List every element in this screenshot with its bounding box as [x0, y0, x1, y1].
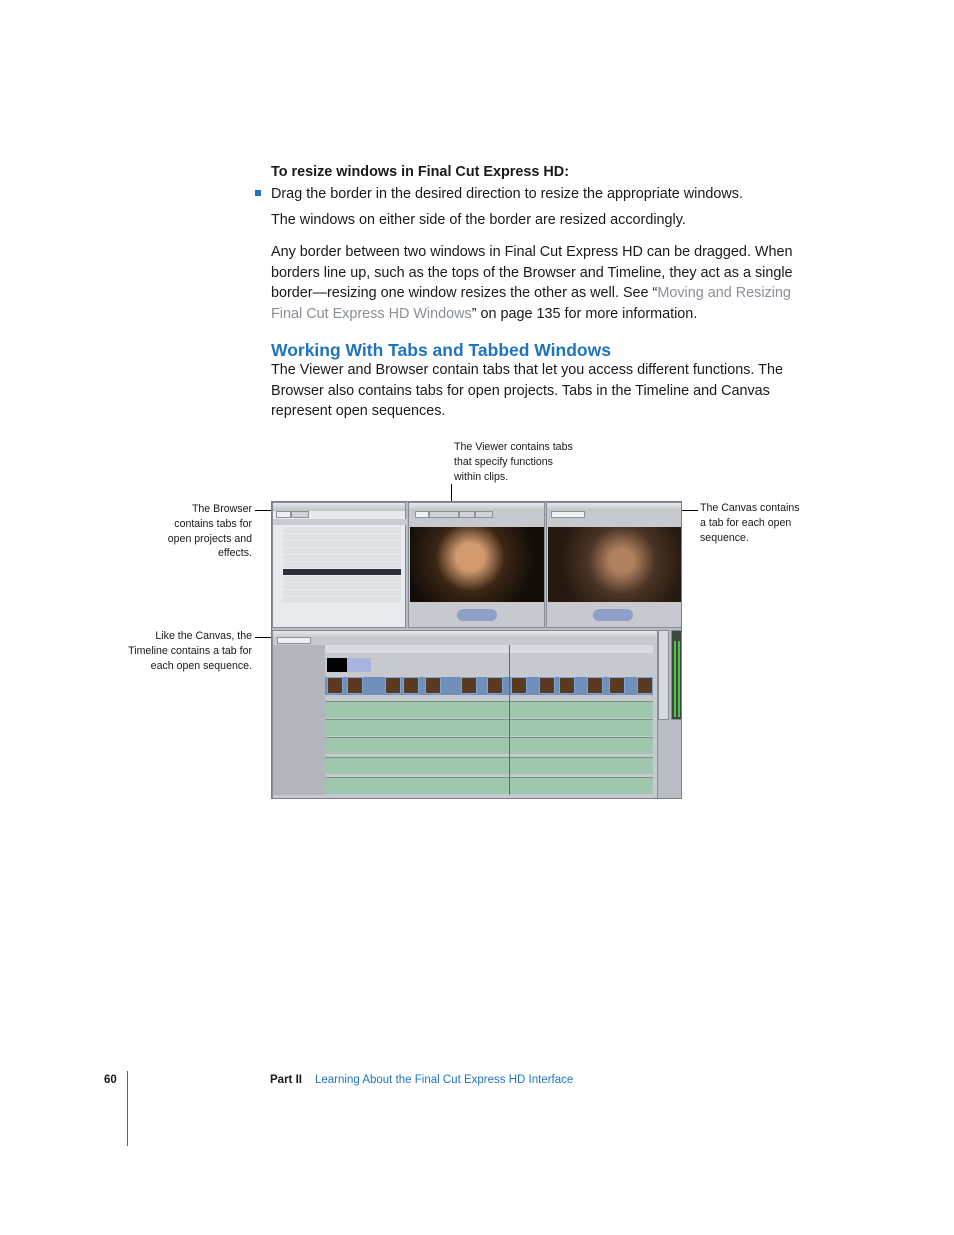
canvas-sequence-tab[interactable] [551, 511, 585, 518]
list-item[interactable] [283, 562, 401, 568]
footer-part: Part II [270, 1074, 302, 1086]
list-item[interactable] [283, 541, 401, 547]
viewer-window [408, 502, 545, 628]
video-clip[interactable] [637, 677, 653, 694]
browser-titlebar [273, 503, 405, 511]
fce-interface-screenshot [271, 501, 682, 799]
section-heading: Working With Tabs and Tabbed Windows [271, 340, 611, 360]
title-clip[interactable] [327, 658, 347, 672]
list-item[interactable] [283, 576, 401, 582]
canvas-video-frame [548, 527, 682, 602]
track-controls [273, 645, 325, 795]
viewer-video-frame [410, 527, 544, 602]
page-number: 60 [104, 1074, 117, 1086]
list-item[interactable] [283, 534, 401, 540]
list-item[interactable] [283, 590, 401, 596]
step-result: The windows on either side of the border are resized accordingly. [271, 212, 686, 228]
audio-track-a5 [325, 777, 653, 794]
meter-bar-left [674, 641, 676, 717]
browser-callout: The Browser contains tabs for open projects and effects. [167, 503, 252, 560]
video-clip[interactable] [385, 677, 401, 694]
task-heading: To resize windows in Final Cut Express HD: [271, 164, 569, 180]
section-body: The Viewer and Browser contain tabs that let you access different functions. The Browser also contains tabs for open projects. Tabs in the Timeline and Canvas represent open sequences. [271, 362, 783, 419]
browser-tab-effects[interactable] [291, 511, 309, 518]
list-item[interactable] [283, 548, 401, 554]
cross-reference-link[interactable]: Moving and Resizing Final Cut Express HD Windows [271, 285, 791, 322]
video-clip[interactable] [327, 677, 343, 694]
timeline-callout: Like the Canvas, the Timeline contains a tab for each open sequence. [128, 630, 252, 672]
bullet-marker [255, 190, 261, 196]
transition-clip[interactable] [347, 658, 371, 672]
canvas-window [546, 502, 682, 628]
border-paragraph-end: ” on page 135 for more information. [471, 305, 698, 322]
bullet-step: Drag the border in the desired direction to resize the appropriate windows. [271, 186, 743, 202]
meter-bar-right [678, 641, 680, 717]
video-clip[interactable] [539, 677, 555, 694]
video-clip[interactable] [347, 677, 363, 694]
video-clip[interactable] [461, 677, 477, 694]
video-clip[interactable] [511, 677, 527, 694]
timeline-window [272, 630, 658, 799]
browser-tab-cafe[interactable] [276, 511, 291, 518]
audio-track-a3 [325, 737, 653, 754]
viewer-callout: The Viewer contains tabs that specify functions within clips. [454, 441, 573, 483]
audio-meters [671, 630, 682, 720]
canvas-transport-controls[interactable] [593, 609, 633, 621]
video-clip[interactable] [487, 677, 503, 694]
video-clip[interactable] [403, 677, 419, 694]
playhead[interactable] [509, 645, 510, 795]
viewer-tab-stereo[interactable] [429, 511, 459, 518]
viewer-tab-filters[interactable] [459, 511, 475, 518]
video-clip[interactable] [425, 677, 441, 694]
browser-column-header [273, 519, 407, 525]
list-item[interactable] [283, 555, 401, 561]
audio-track-a4 [325, 757, 653, 774]
video-clip[interactable] [609, 677, 625, 694]
viewer-tab-motion[interactable] [475, 511, 493, 518]
video-clip[interactable] [559, 677, 575, 694]
footer-chapter: Learning About the Final Cut Express HD Interface [315, 1074, 574, 1086]
list-item[interactable] [283, 527, 401, 533]
border-paragraph-text: Any border between two windows in Final Cut Express HD can be dragged. When borders line up, such as the tops of the Browser and Timeline, they act as a single border—resizing one window resizes the other as well. See “ [271, 244, 793, 301]
browser-window [272, 502, 406, 628]
audio-track-a2 [325, 719, 653, 736]
canvas-titlebar [547, 503, 681, 511]
viewer-titlebar [409, 503, 544, 511]
canvas-callout: The Canvas contains a tab for each open sequence. [700, 502, 800, 544]
timeline-titlebar [273, 631, 657, 639]
tool-palette [658, 630, 669, 720]
border-paragraph [271, 242, 819, 324]
viewer-transport-controls[interactable] [457, 609, 497, 621]
audio-track-a1 [325, 701, 653, 718]
list-item[interactable] [283, 583, 401, 589]
video-clip[interactable] [587, 677, 603, 694]
list-item[interactable] [283, 597, 401, 603]
timeline-sequence-tab[interactable] [277, 637, 311, 644]
timeline-ruler [325, 645, 653, 653]
video-track-v1 [325, 677, 653, 695]
viewer-tab-video[interactable] [415, 511, 429, 518]
footer-rule [127, 1071, 128, 1146]
list-item-selected[interactable] [283, 569, 401, 575]
